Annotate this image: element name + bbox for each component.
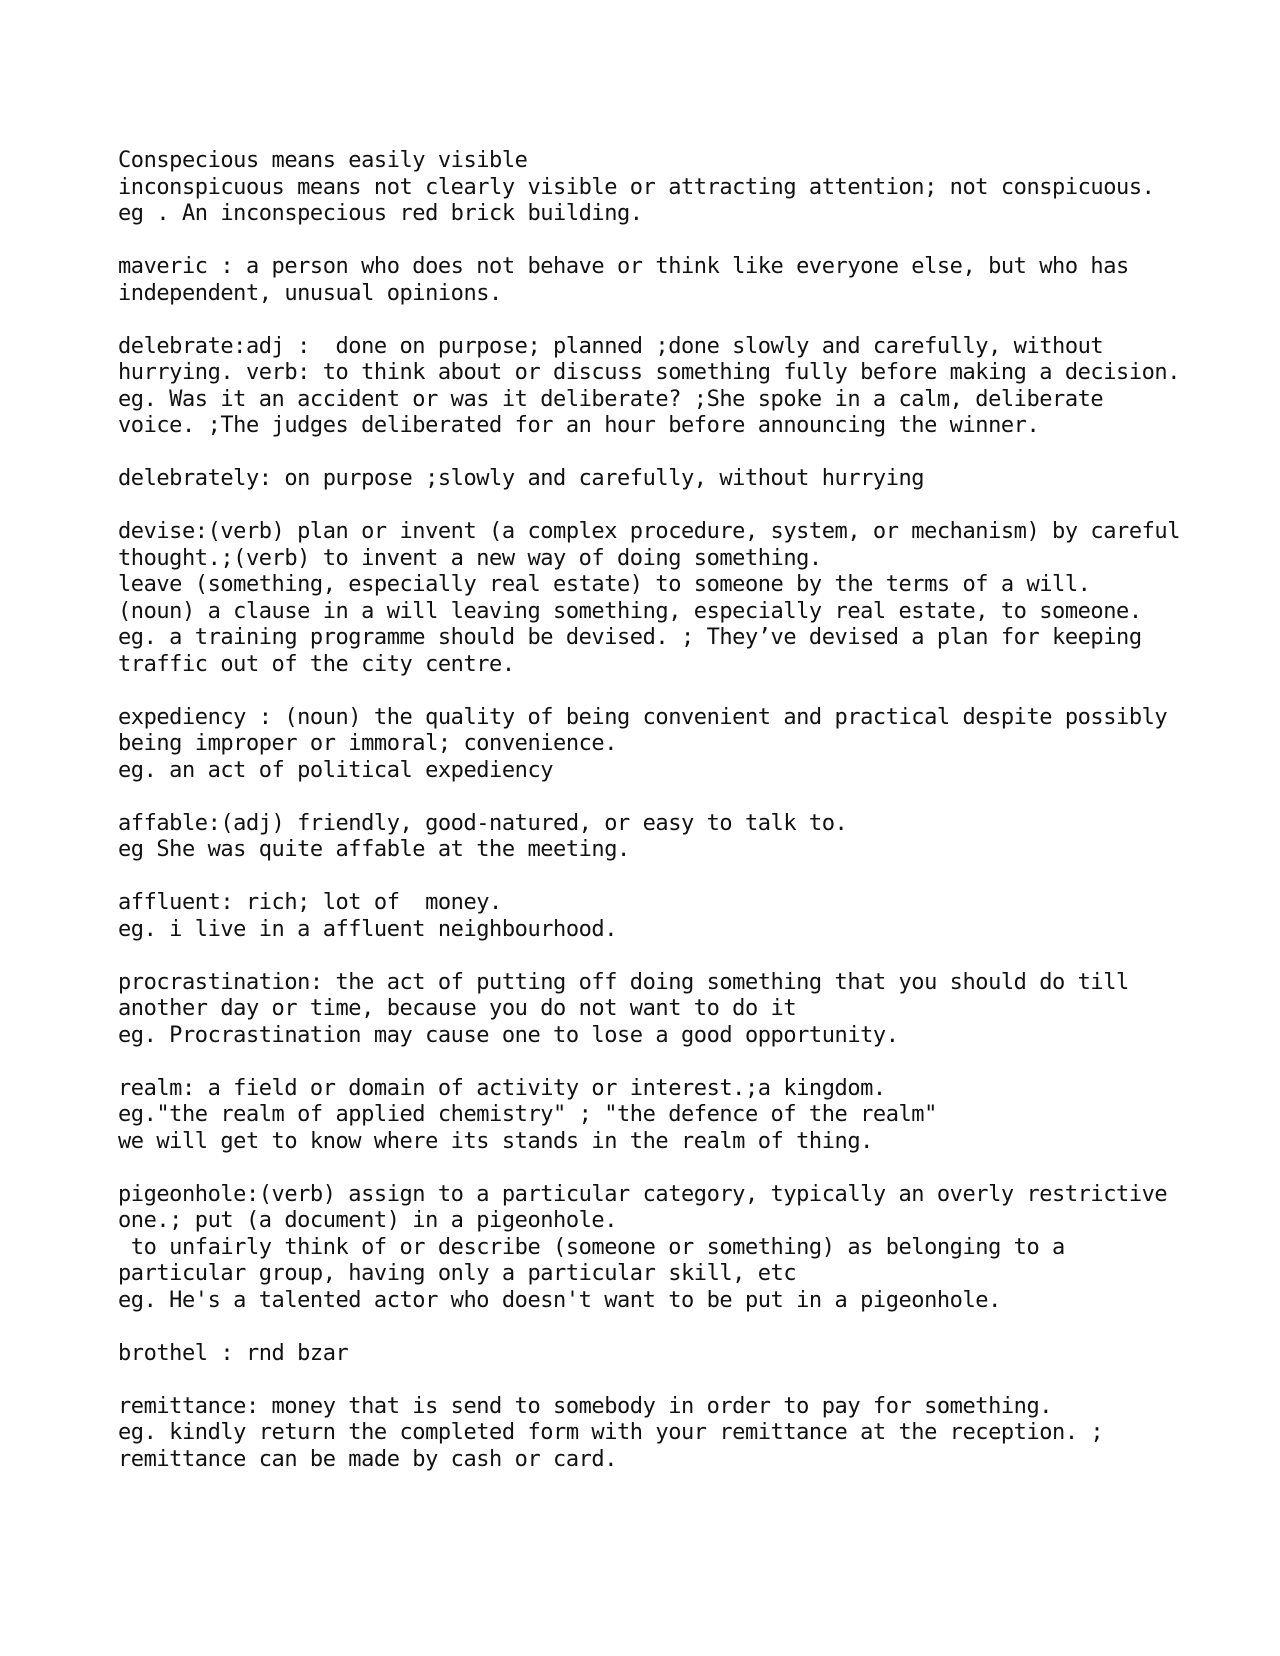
text-line: another day or time, because you do not want to do it: [118, 996, 797, 1021]
text-line: realm: a field or domain of activity or interest.;a kingdom.: [118, 1075, 886, 1101]
text-line: eg. Procrastination may cause one to lose a good opportunity.: [118, 1022, 899, 1048]
entry-affluent: [118, 890, 1220, 943]
text-line: Conspecious means easily visible: [118, 148, 528, 173]
text-line: eg. kindly return the completed form with your remittance at the reception. ;: [118, 1420, 1104, 1445]
text-line: eg."the realm of applied chemistry" ; "the defence of the realm": [118, 1102, 937, 1127]
text-line: eg. a training programme should be devised. ; They’ve devised a plan for keeping: [118, 625, 1142, 650]
text-line: eg . An inconspecious red brick building.: [118, 201, 643, 226]
text-line: remittance can be made by cash or card.: [118, 1446, 618, 1472]
vocabulary-notes: [118, 148, 1220, 1473]
text-line: being improper or immoral; convenience.: [118, 731, 618, 756]
text-line: devise:(verb) plan or invent (a complex procedure, system, or mechanism) by careful: [118, 519, 1180, 544]
entry-maverick: [118, 254, 1220, 307]
entry-realm: [118, 1076, 1220, 1156]
text-line: affluent: rich; lot of money.: [118, 890, 502, 915]
entry-brothel: [118, 1341, 1220, 1368]
text-line: voice. ;The judges deliberated for an hour before announcing the winner.: [118, 413, 1040, 438]
text-line: remittance: money that is send to somebody in order to pay for something.: [118, 1393, 1053, 1419]
text-line: to unfairly think of or describe (someone or something) as belonging to a: [118, 1234, 1065, 1260]
entry-expediency: [118, 705, 1220, 785]
text-line: (noun) a clause in a will leaving something, especially real estate, to someone.: [118, 598, 1142, 624]
text-line: eg. i live in a affluent neighbourhood.: [118, 916, 618, 942]
entry-deliberately: [118, 466, 1220, 493]
entry-pigeonhole: [118, 1182, 1220, 1315]
text-line: delebrately: on purpose ;slowly and carefully, without hurrying: [118, 466, 925, 491]
entry-remittance: [118, 1394, 1220, 1474]
entry-deliberate: [118, 334, 1220, 440]
text-line: thought.;(verb) to invent a new way of doing something.: [118, 545, 822, 571]
entry-conspicuous: [118, 148, 1220, 228]
text-line: leave (something, especially real estate) to someone by the terms of a will.: [118, 572, 1091, 597]
entry-devise: [118, 519, 1220, 678]
text-line: eg. an act of political expediency: [118, 757, 554, 783]
text-line: inconspicuous means not clearly visible or attracting attention; not conspicuous.: [118, 174, 1155, 200]
text-line: brothel : rnd bzar: [118, 1340, 349, 1366]
text-line: independent, unusual opinions.: [118, 280, 502, 306]
entry-affable: [118, 811, 1220, 864]
text-line: hurrying. verb: to think about or discuss something fully before making a decision.: [118, 360, 1180, 385]
text-line: eg She was quite affable at the meeting.: [118, 837, 630, 862]
text-line: pigeonhole:(verb) assign to a particular category, typically an overly restrictive: [118, 1181, 1168, 1207]
text-line: particular group, having only a particular skill, etc: [118, 1261, 797, 1286]
text-line: expediency : (noun) the quality of being convenient and practical despite possibly: [118, 704, 1168, 730]
text-line: affable:(adj) friendly, good-natured, or easy to talk to.: [118, 810, 848, 836]
text-line: we will get to know where its stands in the realm of thing.: [118, 1128, 873, 1154]
text-line: eg. Was it an accident or was it deliberate? ;She spoke in a calm, deliberate: [118, 386, 1104, 412]
entry-procrastination: [118, 970, 1220, 1050]
text-line: traffic out of the city centre.: [118, 651, 515, 677]
text-line: maveric : a person who does not behave or think like everyone else, but who has: [118, 254, 1129, 279]
text-line: procrastination: the act of putting off doing something that you should do till: [118, 969, 1129, 995]
text-line: delebrate:adj : done on purpose; planned ;done slowly and carefully, without: [118, 333, 1104, 359]
text-line: one.; put (a document) in a pigeonhole.: [118, 1208, 618, 1233]
text-line: eg. He's a talented actor who doesn't want to be put in a pigeonhole.: [118, 1287, 1001, 1313]
